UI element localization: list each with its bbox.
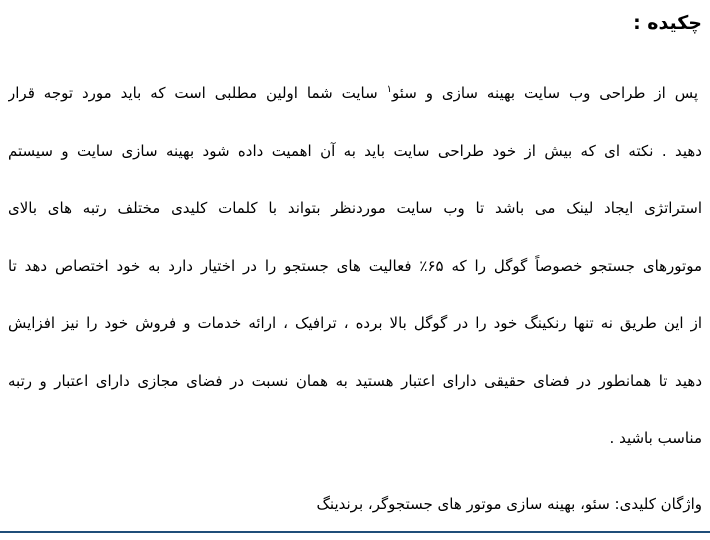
- abstract-line: موتورهای جستجو خصوصاً گوگل را که ۶۵٪ فعالیت های جستجو را در اختیار دارد به خود اختصاص دهد تا: [8, 256, 702, 275]
- abstract-line: مناسب باشید .: [609, 429, 702, 447]
- abstract-line: [8, 65, 702, 123]
- abstract-line: دهید تا همانطور در فضای حقیقی دارای اعتبار هستید به همان نسبت در فضای مجازی دارای اعتبار و رتبه: [8, 371, 702, 390]
- bottom-divider: [0, 531, 710, 533]
- abstract-paragraph: [8, 65, 702, 468]
- keywords-line: واژگان کلیدی: سئو، بهینه سازی موتور های جستجوگر، برندینگ: [316, 494, 702, 513]
- abstract-line: از این طریق نه تنها رنکینگ خود را در گوگل بالا برده ، ترافیک ، ارائه خدمات و فروش خود را نیز افزایش: [8, 314, 702, 332]
- abstract-line-text: سایت شما اولین مطلبی است که باید مورد توجه قرار: [8, 84, 378, 102]
- abstract-line-text: پس از طراحی وب سایت بهینه سازی و سئو: [391, 84, 698, 102]
- footnote-marker: ۱: [386, 84, 392, 95]
- abstract-line: استراتژی ایجاد لینک می باشد تا وب سایت موردنظر بتواند با کلمات کلیدی مختلف رتبه های بالای: [8, 199, 702, 217]
- abstract-line: دهید . نکته ای که بیش از خود طراحی سایت باید به آن اهمیت داده شود بهینه سازی سایت و سیستم: [8, 141, 702, 160]
- abstract-heading: چکیده :: [633, 12, 702, 34]
